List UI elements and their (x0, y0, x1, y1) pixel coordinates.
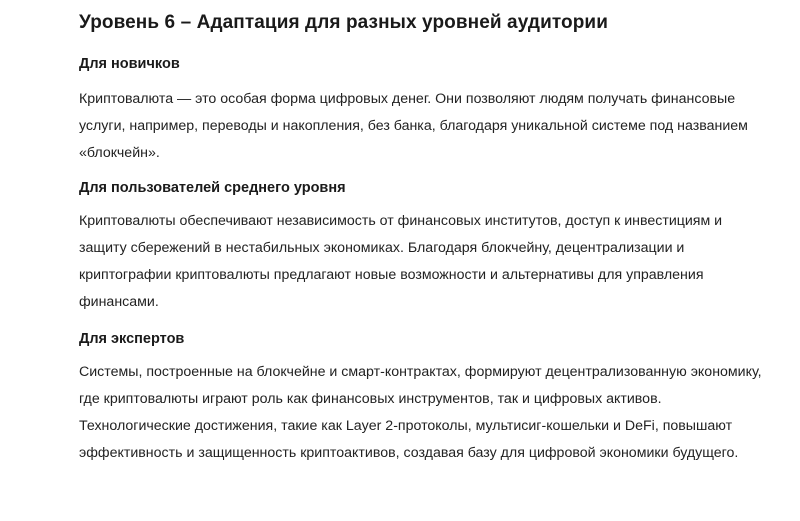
section-body-intermediate: Криптовалюты обеспечивают независимость от финансовых институтов, доступ к инвестициям и защиту сбережений в нестабильных экономиках. Благодаря блокчейну, децентрализации и криптографии криптовалюты предлагают новые возможности и альтернативы для управления финансами. (79, 213, 723, 310)
section-intermediate (79, 178, 760, 316)
section-heading-experts: Для экспертов (79, 331, 185, 347)
section-body-beginners: Криптовалюта — это особая форма цифровых денег. Они позволяют людям получать финансовые услуги, например, переводы и накопления, без банка, благодаря уникальной системе под названием «блокчейн». (79, 91, 748, 161)
page-title: Уровень 6 – Адаптация для разных уровней аудитории (79, 12, 608, 33)
section-experts (79, 329, 760, 467)
section-heading-beginners: Для новичков (79, 56, 180, 72)
section-heading-intermediate: Для пользователей среднего уровня (79, 180, 346, 196)
section-body-experts: Системы, построенные на блокчейне и смарт-контрактах, формируют децентрализованную экономику, где криптовалюты играют роль как финансовых инструментов, так и цифровых активов. Технологические достижения, такие как Layer 2-протоколы, мультисиг-кошельки и DeFi, повышают эффективность и защищенность криптоактивов, создавая базу для цифровой экономики будущего. (79, 364, 762, 461)
section-beginners (79, 54, 760, 167)
